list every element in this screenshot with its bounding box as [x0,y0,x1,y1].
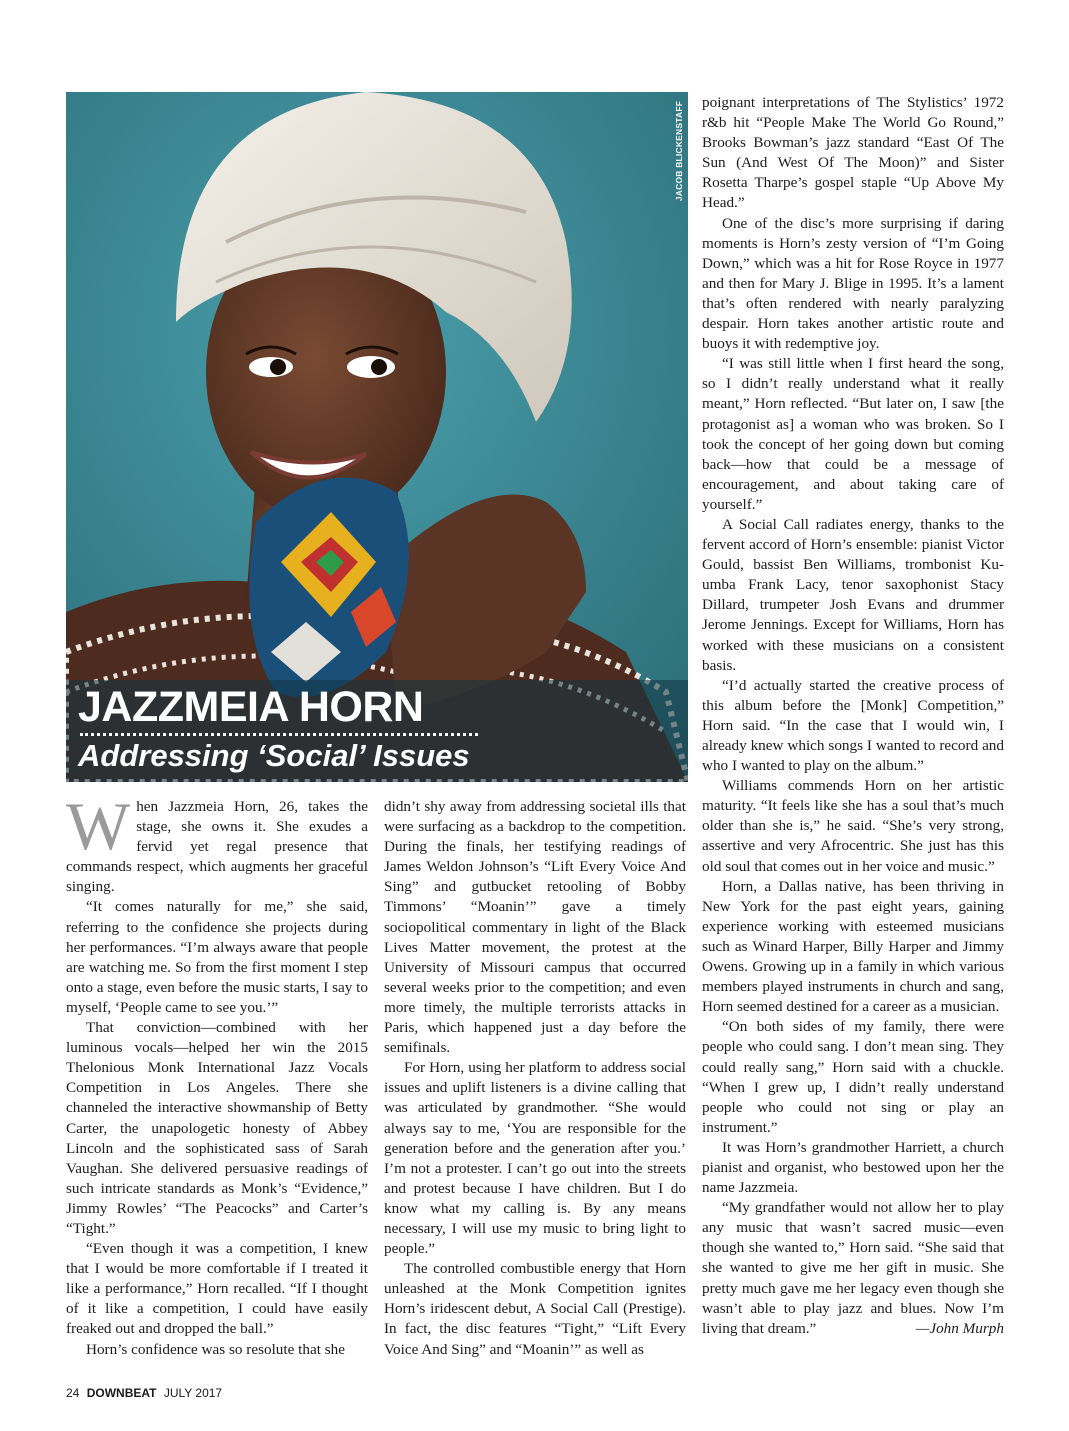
paragraph: One of the disc’s more surprising if daring moments is Horn’s zesty version of “I’m Going Down,” which was a hit for Rose Royce in 1977 and then for Mary J. Blige in 1995. It’s a lament that’s often rendered with nearly paralyzing despair. Horn takes another artistic route and buoys it with redemptive joy. [702,214,1004,353]
article-title: JAZZMEIA HORN [78,683,424,731]
page-number: 24 [66,1386,80,1400]
photo-credit [672,96,686,206]
paragraph: When Jazzmeia Horn, 26, takes the stage, she owns it. She exudes a fervid yet regal presence that commands respect, which augments her graceful singing. [66,788,368,896]
paragraph: didn’t shy away from addressing societal ills that were surfacing as a backdrop to the competition. During the finals, her testifying readings of James Weldon Johnson’s “Lift Every Voice And Sing” and gutbucket retooling of Bobby Timmons’ “Moanin’” gave a timely sociopolitical commentary in light of the Black Lives Matter movement, the protest at the University of Missouri campus that occurred several weeks prior to the competition; and even more timely, the multiple terrorists attacks in Paris, which happened just a day before the semifinals. [384,798,686,1057]
paragraph: Williams commends Horn on her artistic maturity. “It feels like she has a soul that’s much older than she is,” he said. “She’s very strong, assertive and very Afrocentric. She just has this old soul that comes out in her voice and music.” [702,777,1004,875]
portrait-illustration [66,92,688,782]
byline: —John Murph [915,1319,1004,1337]
paragraph: “I’d actually started the creative process of this album before the [Monk] Competition,” Horn said. “In the case that I would win, I already knew which songs I wanted to record and who I wanted to play on the album.” [702,676,1004,775]
issue-date: JULY 2017 [163,1386,223,1400]
paragraph: For Horn, using her platform to address social issues and uplift listeners is a divine calling that was articulated by grandmother. “She would always say to me, ‘You are responsible for the generation before and the generation after you.’ I’m not a protester. I can’t go out into the streets and protest because I have children. But I do know what my calling is. By any means necessary, I will use my music to bring light to people.” [384,1059,686,1258]
paragraph: A Social Call radiates energy, thanks to the fervent accord of Horn’s ensemble: pianist Victor Gould, bassist Ben Williams, trombonist Ku-umba Frank Lacy, tenor saxophonist Stacy Dillard, trumpeter Josh Evans and drummer Jerome Jennings. Except for Williams, Horn has worked with these musicians on a consistent basis. [702,515,1004,674]
paragraph: “Even though it was a competition, I knew that I would be more comfortable if I treated it like a performance,” Horn recalled. “If I thought of it like a competition, I could have easily freaked out and dropped the ball.” [66,1240,368,1338]
paragraph: “I was still little when I first heard the song, so I didn’t really understand what it really meant,” Horn reflected. “But later on, I saw [the protagonist as] a woman who was broken. So I took the concept of her going down but coming back—how that could be a message of encouragement, and about taking care of yourself.” [702,355,1004,513]
article-deck: Addressing ‘Social’ Issues [78,738,470,773]
column-2 [384,797,686,1360]
page-footer [66,1386,222,1400]
drop-cap: W [66,788,131,864]
magazine-name: DOWNBEAT [86,1386,157,1400]
column-1 [66,788,368,1360]
paragraph: That conviction—combined with her luminous vocals—helped her win the 2015 Thelonious Monk International Jazz Vocals Competition in Los Angeles. There she channeled the interactive showmanship of Betty Carter, the unapologetic honesty of Abbey Lincoln and the sophisticated sass of Sarah Vaughan. She delivered persuasive readings of such intricate standards as Monk’s “Evidence,” Jimmy Rowles’ “The Peacocks” and Carter’s “Tight.” [66,1019,368,1237]
paragraph: It was Horn’s grandmother Harriett, a church pianist and organist, who bestowed upon her the name Jazzmeia. [702,1138,1004,1197]
paragraph: “My grandfather would not allow her to play any music that wasn’t sacred music—even though she wanted to,” Horn said. “She said that she wanted to give me her gift in music. She pretty much gave me her legacy even though she wasn’t able to play jazz and blues. Now I’m living that dream.” —John Murph [702,1198,1004,1339]
paragraph: “On both sides of my family, there were people who could sang. I don’t mean sing. They could really sang,” Horn said with a chuckle. “When I grew up, I didn’t really understand people who could not sing or play an instrument.” [702,1018,1004,1136]
paragraph: “It comes naturally for me,” she said, referring to the confidence she projects during her performances. “I’m always aware that people are watching me. So from the first moment I step onto a stage, even before the music starts, I say to myself, ‘People came to see you.’” [66,898,368,1016]
column-3 [702,93,1004,1339]
hero-photo [66,92,688,782]
photo-credit-text: JACOB BLICKENSTAFF [674,100,684,202]
paragraph: The controlled combustible energy that Horn unleashed at the Monk Competition ignites Horn’s iridescent debut, A Social Call (Prestige). In fact, the disc features “Tight,” “Lift Every Voice And Sing” and “Moanin’” as well as [384,1260,686,1358]
paragraph: Horn’s confidence was so resolute that she [86,1340,345,1358]
paragraph: poignant interpretations of The Stylistics’ 1972 r&b hit “People Make The World Go Round,” Brooks Bowman’s jazz standard “East Of The Sun (And West Of The Moon)” and Sister Rosetta Tharpe’s gospel staple “Up Above My Head.” [702,94,1004,212]
paragraph: Horn, a Dallas native, has been thriving in New York for the past eight years, gaining experience working with esteemed musicians such as Winard Harper, Billy Harper and Jimmy Owens. Growing up in a family in which various members played instruments in church and sang, Horn seemed destined for a career as a musician. [702,877,1004,1016]
dotted-divider [80,733,478,736]
